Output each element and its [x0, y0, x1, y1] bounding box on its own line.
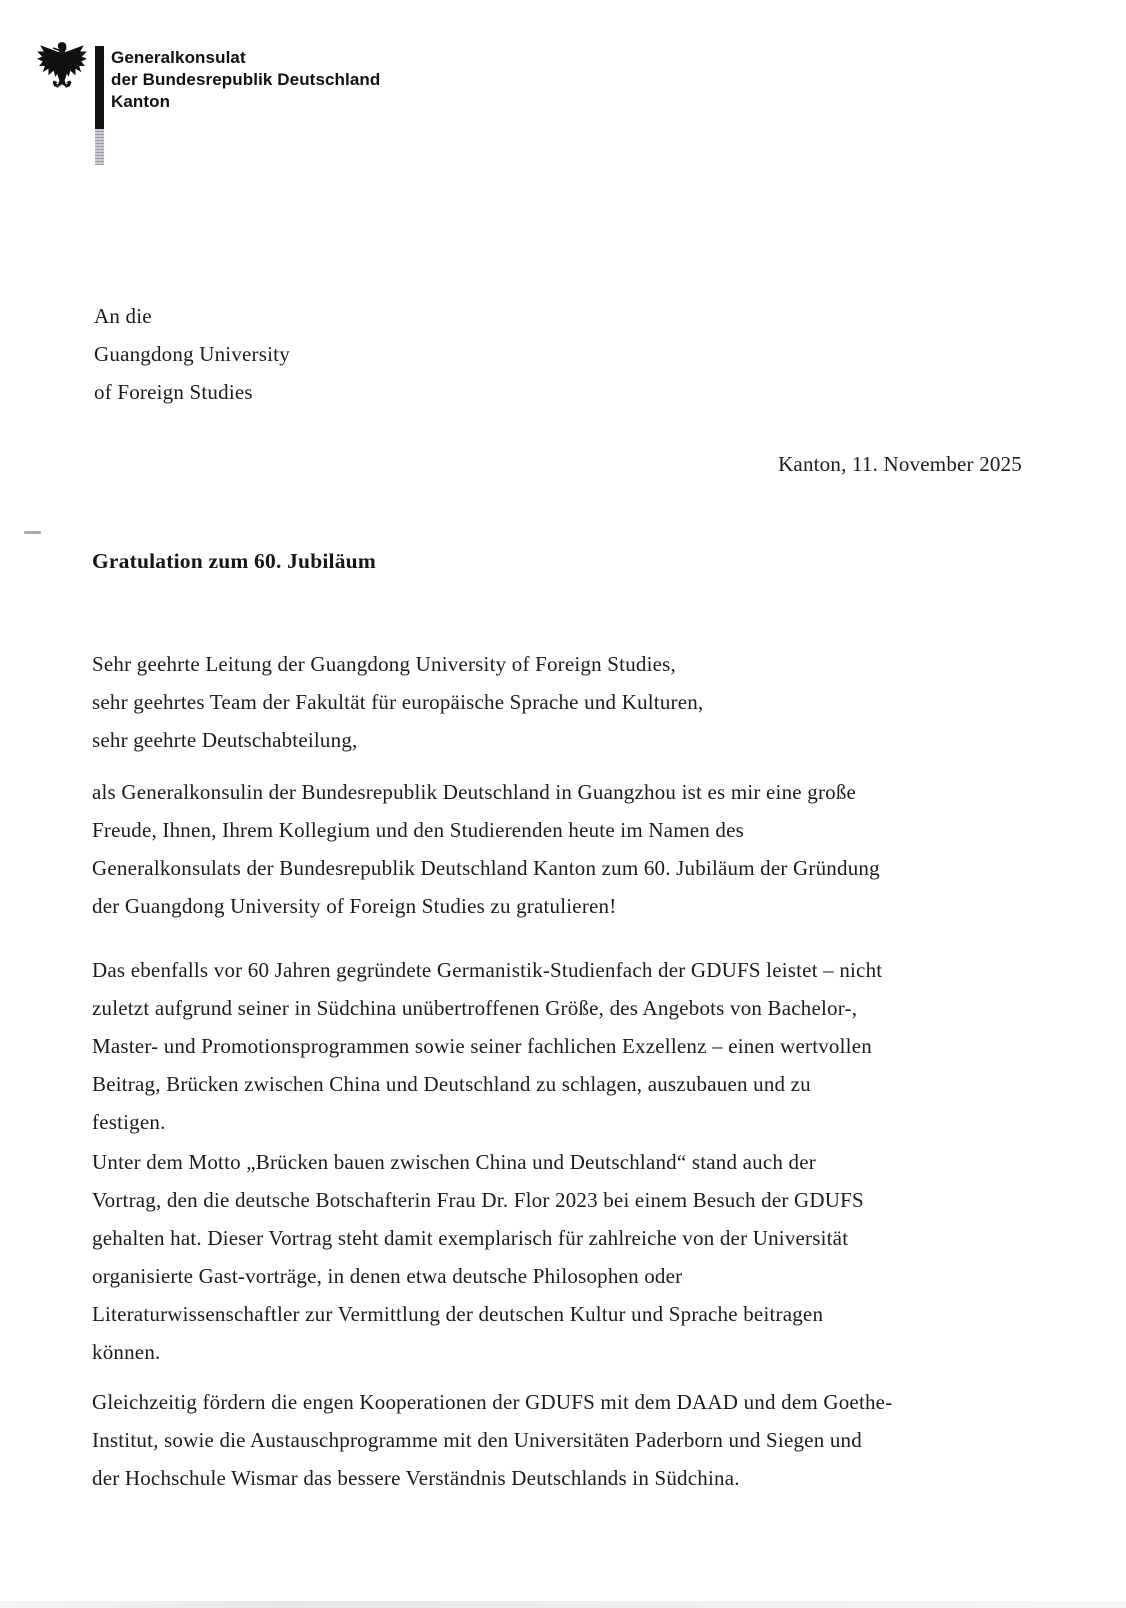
date-line: Kanton, 11. November 2025	[778, 452, 1022, 476]
paragraph-line: können.	[92, 1340, 161, 1364]
paragraph-line: festigen.	[92, 1110, 166, 1134]
letterhead-title	[111, 47, 380, 113]
salutation-line: sehr geehrte Deutschabteilung,	[92, 728, 358, 752]
paragraph-line: Generalkonsulats der Bundesrepublik Deutschland Kanton zum 60. Jubiläum der Gründung	[92, 856, 880, 880]
paragraph-line: Institut, sowie die Austauschprogramme mit den Universitäten Paderborn und Siegen und	[92, 1428, 862, 1452]
recipient-address	[94, 297, 290, 411]
paragraph-line: Master- und Promotionsprogrammen sowie seiner fachlichen Exzellenz – einen wertvollen	[92, 1034, 872, 1058]
salutation-line: Sehr geehrte Leitung der Guangdong University of Foreign Studies,	[92, 652, 676, 676]
salutation-line: sehr geehrtes Team der Fakultät für europäische Sprache und Kulturen,	[92, 690, 704, 714]
paragraph-line: der Guangdong University of Foreign Studies zu gratulieren!	[92, 894, 617, 918]
paragraph-line: Vortrag, den die deutsche Botschafterin Frau Dr. Flor 2023 bei einem Besuch der GDUFS	[92, 1188, 864, 1212]
body-paragraph	[92, 1383, 892, 1497]
divider-bar-gray	[95, 129, 104, 165]
letterhead-line: der Bundesrepublik Deutschland	[111, 70, 381, 89]
body-paragraph	[92, 773, 880, 925]
paragraph-line: gehalten hat. Dieser Vortrag steht damit exemplarisch für zahlreiche von der Universität	[92, 1226, 849, 1250]
recipient-line: Guangdong University	[94, 342, 290, 366]
letterhead-line: Kanton	[111, 92, 171, 111]
paragraph-line: Freude, Ihnen, Ihrem Kollegium und den Studierenden heute im Namen des	[92, 818, 744, 842]
paragraph-line: Gleichzeitig fördern die engen Kooperationen der GDUFS mit dem DAAD und dem Goethe-	[92, 1390, 893, 1414]
paragraph-line: Das ebenfalls vor 60 Jahren gegründete Germanistik-Studienfach der GDUFS leistet – nicht	[92, 958, 883, 982]
paragraph-line: zuletzt aufgrund seiner in Südchina unübertroffenen Größe, des Angebots von Bachelor-,	[92, 996, 858, 1020]
paragraph-line: Beitrag, Brücken zwischen China und Deutschland zu schlagen, auszubauen und zu	[92, 1072, 811, 1096]
federal-eagle-logo	[36, 40, 88, 92]
body-paragraph	[92, 951, 882, 1141]
paragraph-line: Literaturwissenschaftler zur Vermittlung der deutschen Kultur und Sprache beitragen	[92, 1302, 824, 1326]
paragraph-line: Unter dem Motto „Brücken bauen zwischen China und Deutschland“ stand auch der	[92, 1150, 816, 1174]
subject-line: Gratulation zum 60. Jubiläum	[92, 549, 376, 573]
paragraph-line: der Hochschule Wismar das bessere Verständnis Deutschlands in Südchina.	[92, 1466, 740, 1490]
recipient-line: of Foreign Studies	[94, 380, 253, 404]
scan-bottom-edge	[0, 1601, 1126, 1608]
paragraph-line: organisierte Gast-vorträge, in denen etwa deutsche Philosophen oder	[92, 1264, 683, 1288]
fold-mark	[24, 531, 41, 534]
paragraph-line: als Generalkonsulin der Bundesrepublik Deutschland in Guangzhou ist es mir eine große	[92, 780, 857, 804]
divider-bar-black	[95, 46, 104, 129]
salutation	[92, 645, 703, 759]
letterhead-divider-bar	[95, 46, 104, 165]
recipient-line: An die	[94, 304, 152, 328]
letterhead-line: Generalkonsulat	[111, 48, 246, 67]
body-paragraph	[92, 1143, 864, 1371]
